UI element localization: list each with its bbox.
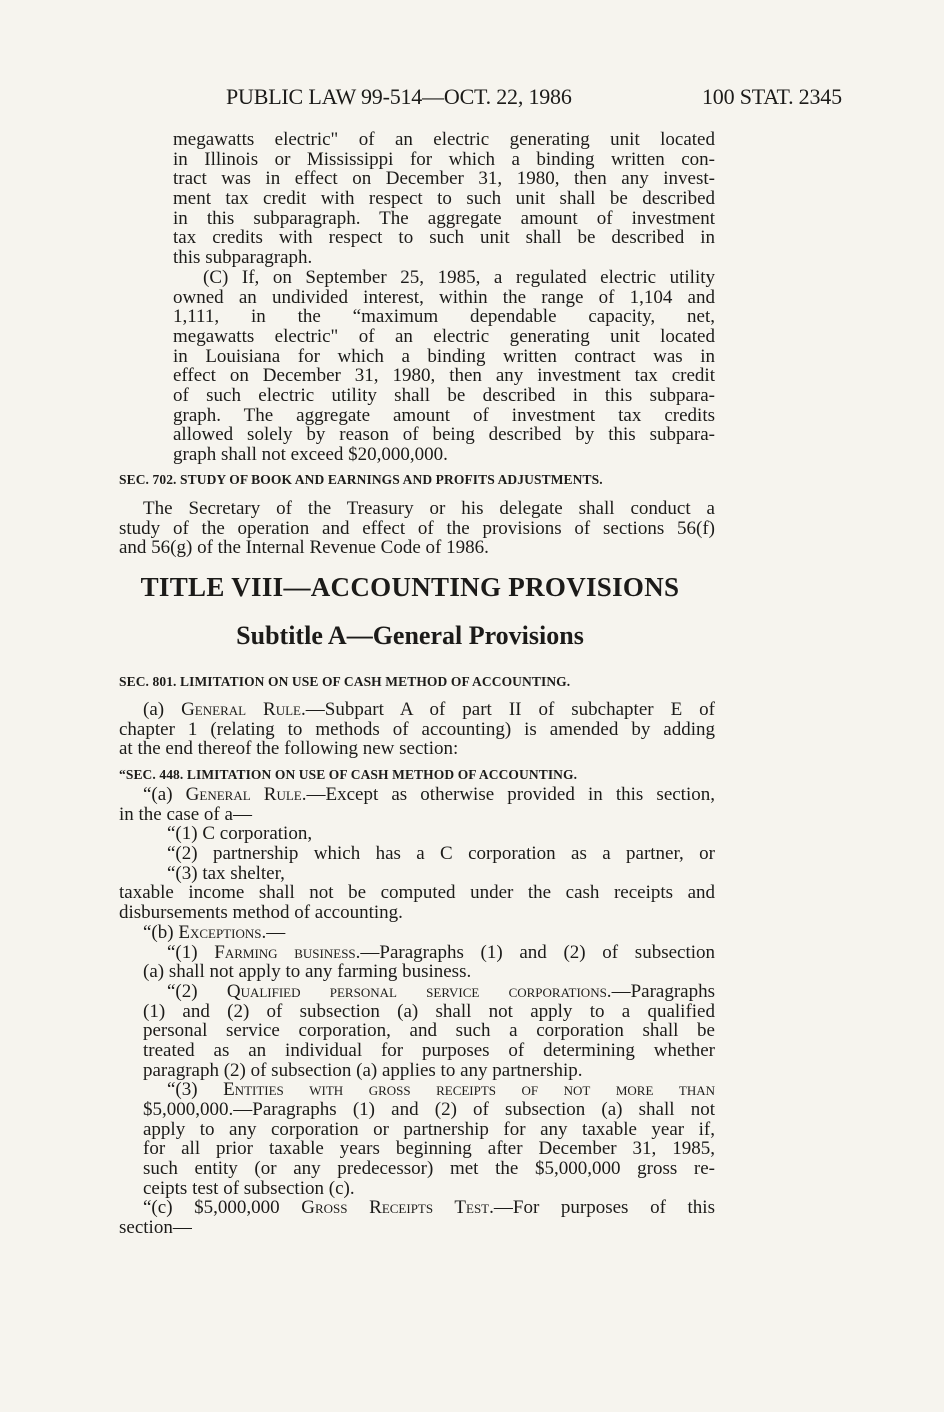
text-line: “(b) Exceptions.— <box>143 921 286 943</box>
text-line: effect on December 31, 1980, then any investment tax credit <box>173 365 715 387</box>
running-header-title: PUBLIC LAW 99-514—OCT. 22, 1986 <box>226 84 572 109</box>
text-line: treated as an individual for purposes of determining whether <box>143 1039 715 1061</box>
text-line: graph shall not exceed $20,000,000. <box>173 444 448 465</box>
title-heading: TITLE VIII—ACCOUNTING PROVISIONS <box>140 572 680 602</box>
text-line: “(a) General Rule.—Except as otherwise provided in this section, <box>143 784 715 805</box>
text-line: at the end thereof the following new section: <box>119 738 459 760</box>
text-line: chapter 1 (relating to methods of accounting) is amended by adding <box>119 718 715 740</box>
text-line: “(1) C corporation, <box>167 823 313 845</box>
text-line: tax credits with respect to such unit shall be described in <box>173 227 715 249</box>
small-caps-heading: Farming business. <box>214 941 361 963</box>
section-heading-801: SEC. 801. LIMITATION ON USE OF CASH METHOD OF ACCOUNTING. <box>119 674 571 689</box>
text-line: ment tax credit with respect to such unit shall be described <box>173 188 715 210</box>
text-line: ceipts test of subsection (c). <box>143 1177 355 1199</box>
text-line: disbursements method of accounting. <box>119 902 403 924</box>
section-heading-702: SEC. 702. STUDY OF BOOK AND EARNINGS AND PROFITS ADJUSTMENTS. <box>119 472 603 487</box>
text-line: “(2) partnership which has a C corporation as a partner, or <box>167 843 715 865</box>
text-line: 1,111, in the “maximum dependable capacity, net, <box>173 306 715 328</box>
text-line: “(1) Farming business.—Paragraphs (1) and (2) of subsection <box>167 941 716 963</box>
paragraph-block-sec801 <box>119 700 715 759</box>
text-line: The Secretary of the Treasury or his delegate shall conduct a <box>143 498 715 519</box>
small-caps-heading: General Rule. <box>181 699 306 720</box>
text-line: allowed solely by reason of being described by this subpara- <box>173 424 715 446</box>
text-line: in this subparagraph. The aggregate amount of investment <box>173 207 715 229</box>
text-line: (a) General Rule.—Subpart A of part II of subchapter E of <box>143 699 716 720</box>
text-line: tract was in effect on December 31, 1980, then any invest- <box>173 168 715 190</box>
small-caps-heading: Qualified personal service corporations. <box>226 980 612 1002</box>
small-caps-heading: Exceptions. <box>178 921 267 943</box>
text-line: and 56(g) of the Internal Revenue Code of 1986. <box>119 537 489 559</box>
text-line: in Louisiana for which a binding written contract was in <box>173 345 715 367</box>
text-line: megawatts electric" of an electric generating unit located <box>173 325 715 347</box>
small-caps-heading: Entities with gross receipts of not more than <box>223 1079 715 1101</box>
text-line: of such electric utility shall be described in this subpara- <box>173 384 715 406</box>
text-line: personal service corporation, and such a corporation shall be <box>143 1020 715 1042</box>
small-caps-heading: General Rule. <box>185 784 307 805</box>
text-line: graph. The aggregate amount of investment tax credits <box>173 404 715 426</box>
text-line: $5,000,000.—Paragraphs (1) and (2) of subsection (a) shall not <box>143 1099 715 1120</box>
text-line: in the case of a— <box>119 803 252 825</box>
text-line: section— <box>119 1217 192 1239</box>
text-line: for all prior taxable years beginning after December 31, 1985, <box>143 1138 715 1160</box>
paragraph-block-sec448 <box>119 785 715 1238</box>
text-line: apply to any corporation or partnership for any taxable year if, <box>143 1118 715 1140</box>
page-stat-number: 100 STAT. 2345 <box>702 84 842 109</box>
text-line: “(3) Entities with gross receipts of not more than <box>167 1079 715 1101</box>
text-line: paragraph (2) of subsection (a) applies to any partnership. <box>143 1059 583 1081</box>
small-caps-heading: Gross Receipts Test. <box>301 1197 494 1219</box>
text-line: in Illinois or Mississippi for which a binding written con- <box>173 148 715 170</box>
text-line: (1) and (2) of subsection (a) shall not apply to a qualified <box>143 1000 715 1022</box>
text-line: “(2) Qualified personal service corporations.—Paragraphs <box>167 980 715 1002</box>
text-line: “(3) tax shelter, <box>167 862 285 884</box>
text-line: (C) If, on September 25, 1985, a regulated electric utility <box>203 266 715 288</box>
text-line: such entity (or any predecessor) met the $5,000,000 gross re- <box>143 1158 715 1180</box>
paragraph-block-sec702 <box>119 499 715 558</box>
paragraph-block-investment-credit <box>173 130 715 465</box>
text-line: owned an undivided interest, within the range of 1,104 and <box>173 286 715 308</box>
text-line: megawatts electric" of an electric generating unit located <box>173 129 715 150</box>
text-line: “(c) $5,000,000 Gross Receipts Test.—For purposes of this <box>143 1197 715 1219</box>
subtitle-heading: Subtitle A—General Provisions <box>236 621 584 650</box>
text-line: (a) shall not apply to any farming business. <box>143 961 472 983</box>
text-line: taxable income shall not be computed under the cash receipts and <box>119 882 715 904</box>
text-line: this subparagraph. <box>173 247 313 269</box>
section-heading-448: “SEC. 448. LIMITATION ON USE OF CASH METHOD OF ACCOUNTING. <box>119 767 578 782</box>
small-caps-heading: $5,000,000. <box>143 1099 234 1120</box>
text-line: study of the operation and effect of the provisions of sections 56(f) <box>119 517 715 539</box>
